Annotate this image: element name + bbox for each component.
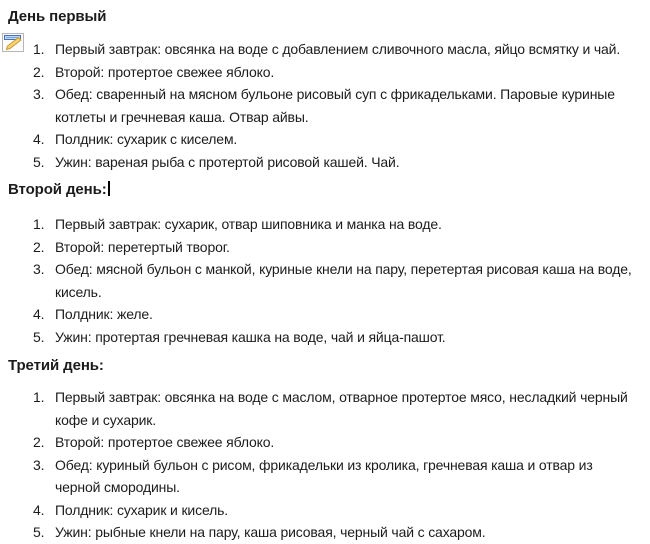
list-item-text: Второй: перетертый творог. [55, 238, 230, 255]
section-heading-text: Второй день: [8, 181, 107, 198]
section-heading-day2 [0, 179, 650, 201]
list-item-number: 2. [33, 434, 45, 450]
list-item-number: 1. [33, 389, 45, 405]
list-item [0, 454, 650, 499]
list-item-number: 5. [33, 328, 45, 345]
list-item-text: Обед: куриный бульон с рисом, фрикадельки из кролика, гречневая каша и отвар из [55, 456, 593, 473]
list-item-text: Обед: мясной бульон с манкой, куриные кнели на пару, перетертая рисовая каша на воде, [55, 261, 632, 277]
section-heading-day1 [0, 6, 650, 28]
list-item-text: Полдник: желе. [55, 306, 153, 322]
list-item-text: Первый завтрак: овсянка на воде с добавлением сливочного масла, яйцо всмятку и чай. [55, 41, 621, 57]
list-item [0, 258, 650, 303]
list-item-text: Второй: протертое свежее яблоко. [55, 434, 275, 450]
text-cursor [108, 181, 110, 196]
meal-list-day1 [0, 38, 650, 173]
list-item [0, 236, 650, 259]
section-heading-text: Третий день: [8, 357, 104, 374]
list-item-number: 1. [33, 41, 45, 57]
list-item-number: 5. [33, 153, 45, 170]
list-item-text: Ужин: протертая гречневая кашка на воде, чай и яйца-пашот. [55, 328, 446, 345]
list-item-number: 2. [33, 238, 45, 255]
list-item-text: котлеты и гречневая каша. Отвар айвы. [55, 108, 309, 125]
section-heading-day3 [0, 355, 650, 377]
list-item-text: Полдник: сухарик с киселем. [55, 131, 238, 147]
meal-list-day3 [0, 386, 650, 544]
list-item-number: 4. [33, 501, 45, 518]
list-item [0, 303, 650, 326]
list-item-text: кисель. [55, 283, 102, 300]
list-item [0, 128, 650, 151]
list-item-text: черной смородины. [55, 479, 180, 495]
list-item-number: 5. [33, 524, 45, 540]
list-item-text: Ужин: рыбные кнели на пару, каша рисовая, черный чай с сахаром. [55, 524, 486, 540]
list-item-number: 4. [33, 306, 45, 322]
list-item [0, 83, 650, 128]
list-item [0, 431, 650, 454]
list-item-text: Полдник: сухарик и кисель. [55, 501, 229, 518]
list-item-text: кофе и сухарик. [55, 411, 156, 428]
list-item [0, 61, 650, 84]
list-item [0, 521, 650, 544]
list-item [0, 499, 650, 522]
list-item [0, 326, 650, 349]
list-item-text: Первый завтрак: овсянка на воде с маслом, отварное протертое мясо, несладкий черный [55, 389, 628, 405]
list-item [0, 38, 650, 61]
list-item [0, 151, 650, 174]
list-item-text: Второй: протертое свежее яблоко. [55, 63, 275, 80]
list-item [0, 213, 650, 236]
autocorrect-options-icon[interactable] [2, 33, 24, 52]
list-item-number: 3. [33, 456, 45, 473]
meal-list-day2 [0, 213, 650, 348]
section-heading-text: День первый [8, 8, 107, 25]
list-item-number: 4. [33, 131, 45, 147]
list-item-number: 3. [33, 261, 45, 277]
list-item-text: Обед: сваренный на мясном бульоне рисовый суп с фрикадельками. Паровые куриные [55, 86, 615, 102]
list-item-text: Первый завтрак: сухарик, отвар шиповника и манка на воде. [55, 216, 442, 232]
list-item-number: 3. [33, 86, 45, 102]
list-item [0, 386, 650, 431]
list-item-number: 1. [33, 216, 45, 232]
list-item-text: Ужин: вареная рыба с протертой рисовой кашей. Чай. [55, 153, 400, 170]
list-item-number: 2. [33, 63, 45, 80]
